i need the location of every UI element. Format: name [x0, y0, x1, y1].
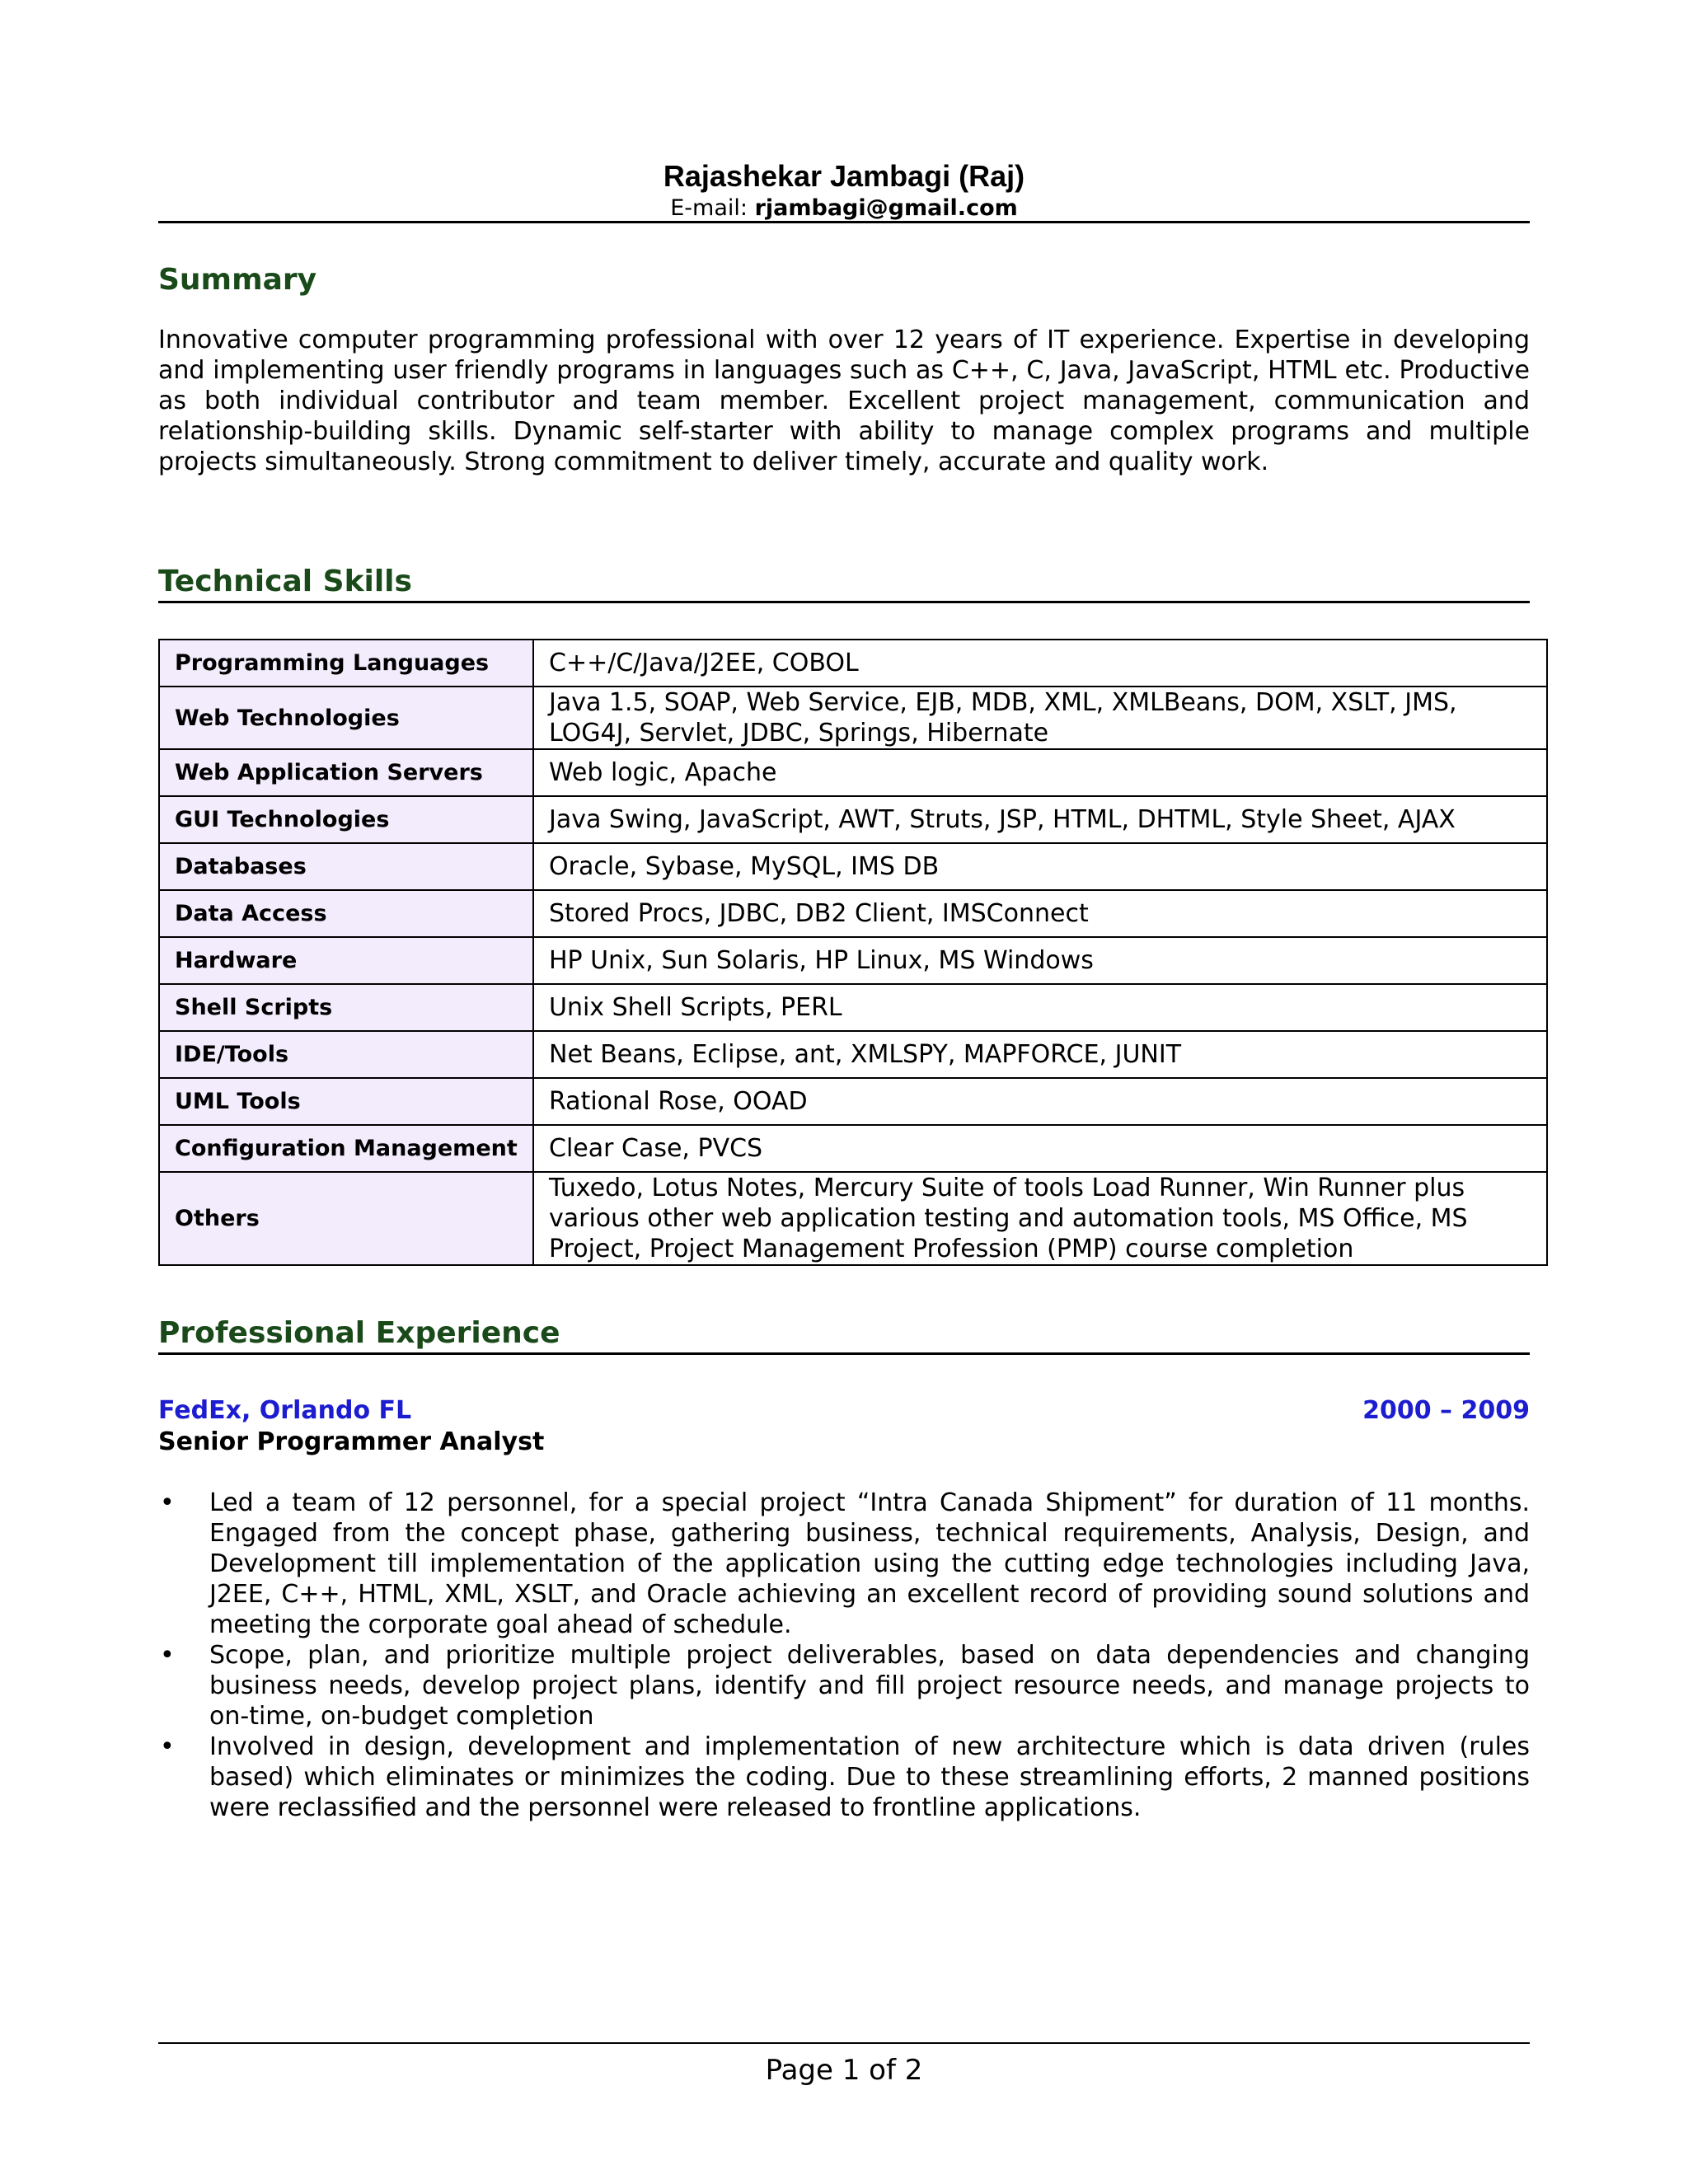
summary-heading: Summary: [158, 263, 317, 297]
employment-years: 2000 – 2009: [1362, 1396, 1530, 1425]
email-address: rjambagi@gmail.com: [754, 195, 1018, 221]
experience-heading: Professional Experience: [158, 1316, 560, 1350]
list-item-text: Involved in design, development and implementation of new architecture which is data driven (rules based) which eliminates or minimizes the coding. Due to these streamlining efforts, 2 manned positions were reclassified and the personnel were released to frontline applications.: [209, 1732, 1530, 1822]
skill-category: Programming Languages: [159, 640, 533, 687]
page-number: Page 1 of 2: [765, 2054, 923, 2087]
list-item: [158, 1732, 1530, 1823]
resume-page: [158, 0, 1530, 2184]
header-divider: [158, 221, 1530, 223]
skills-row: [159, 1172, 1547, 1265]
employer-name: FedEx, Orlando FL: [158, 1396, 412, 1425]
skill-value: Rational Rose, OOAD: [533, 1078, 1547, 1125]
skill-value: C++/C/Java/J2EE, COBOL: [533, 640, 1547, 687]
skill-value: Java Swing, JavaScript, AWT, Struts, JSP, HTML, DHTML, Style Sheet, AJAX: [533, 796, 1547, 843]
skills-row: [159, 890, 1547, 937]
list-item-text: Scope, plan, and prioritize multiple project deliverables, based on data dependencies and changing business needs, develop project plans, identify and fill project resource needs, and manage projects to on-time, on-budget completion: [209, 1641, 1530, 1731]
email-line: [158, 194, 1530, 223]
skill-category: IDE/Tools: [159, 1031, 533, 1078]
responsibility-list: [158, 1488, 1530, 1823]
skill-category: UML Tools: [159, 1078, 533, 1125]
skills-row: [159, 796, 1547, 843]
skills-table: [158, 639, 1548, 1266]
summary-text: Innovative computer programming professional with over 12 years of IT experience. Expertise in developing and implementing user friendly programs in languages such as C++, C, Java, JavaScript, HTML etc. Productive as both individual contributor and team member. Excellent project management, communication and relationship-building skills. Dynamic self-starter with ability to manage complex programs and multiple projects simultaneously. Strong commitment to deliver timely, accurate and quality work.: [158, 326, 1530, 476]
skill-value: Tuxedo, Lotus Notes, Mercury Suite of tools Load Runner, Win Runner plus various other web application testing and automation tools, MS Office, MS Project, Project Management Profession (PMP) course completion: [533, 1172, 1547, 1265]
footer-divider: [158, 2042, 1530, 2044]
skills-row: [159, 1031, 1547, 1078]
skill-value: Net Beans, Eclipse, ant, XMLSPY, MAPFORCE, JUNIT: [533, 1031, 1547, 1078]
skill-category: Others: [159, 1172, 533, 1265]
bullet-icon: •: [160, 1488, 175, 1517]
skills-row: [159, 1078, 1547, 1125]
bullet-icon: •: [160, 1641, 175, 1670]
skill-category: Hardware: [159, 937, 533, 984]
skills-row: [159, 640, 1547, 687]
list-item: [158, 1640, 1530, 1732]
bullet-icon: •: [160, 1732, 175, 1761]
skills-divider: [158, 601, 1530, 603]
skill-value: Clear Case, PVCS: [533, 1125, 1547, 1172]
list-item-text: Led a team of 12 personnel, for a special project “Intra Canada Shipment” for duration of 11 months. Engaged from the concept phase, gathering business, technical requirements, Analysis, Design, and Development till implementation of the application using the cutting edge technologies including Java, J2EE, C++, HTML, XML, XSLT, and Oracle achieving an excellent record of providing sound solutions and meeting the corporate goal ahead of schedule.: [209, 1488, 1530, 1639]
skill-category: GUI Technologies: [159, 796, 533, 843]
skill-value: Web logic, Apache: [533, 749, 1547, 796]
job-title: Senior Programmer Analyst: [158, 1427, 545, 1456]
skill-category: Databases: [159, 843, 533, 890]
skills-row: [159, 937, 1547, 984]
skill-category: Web Technologies: [159, 687, 533, 749]
skill-category: Shell Scripts: [159, 984, 533, 1031]
skill-value: Stored Procs, JDBC, DB2 Client, IMSConnect: [533, 890, 1547, 937]
skill-value: HP Unix, Sun Solaris, HP Linux, MS Windows: [533, 937, 1547, 984]
skill-value: Java 1.5, SOAP, Web Service, EJB, MDB, XML, XMLBeans, DOM, XSLT, JMS, LOG4J, Servlet, JDBC, Springs, Hibernate: [533, 687, 1547, 749]
skill-value: Unix Shell Scripts, PERL: [533, 984, 1547, 1031]
skills-row: [159, 843, 1547, 890]
skill-value: Oracle, Sybase, MySQL, IMS DB: [533, 843, 1547, 890]
skills-row: [159, 687, 1547, 749]
skill-category: Configuration Management: [159, 1125, 533, 1172]
skill-category: Data Access: [159, 890, 533, 937]
email-label: E-mail:: [670, 195, 748, 221]
skills-row: [159, 984, 1547, 1031]
skills-row: [159, 1125, 1547, 1172]
experience-divider: [158, 1352, 1530, 1355]
skills-heading: Technical Skills: [158, 565, 412, 598]
list-item: [158, 1488, 1530, 1640]
candidate-name: Rajashekar Jambagi (Raj): [663, 159, 1025, 193]
skills-row: [159, 749, 1547, 796]
skill-category: Web Application Servers: [159, 749, 533, 796]
